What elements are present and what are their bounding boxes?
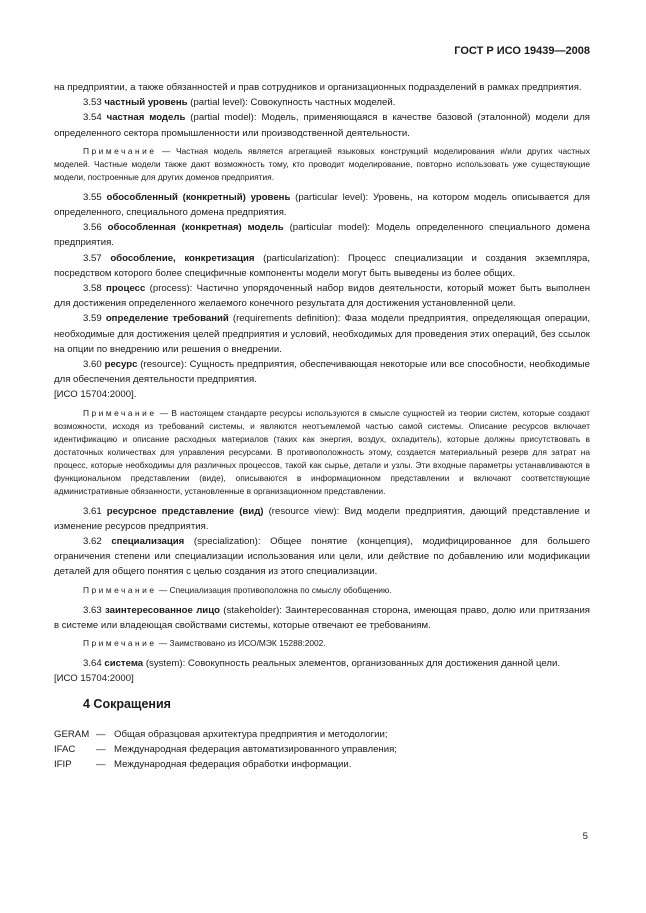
term-3-54: 3.54 частная модель (partial model): Модель, применяющаяся в качестве базовой (эталонной) модели для определенного сектора промышленности или производственной деятельности.: [54, 112, 590, 139]
abbreviation-dash: —: [96, 728, 106, 740]
abbreviation-row: [54, 742, 590, 757]
term-3-63: 3.63 заинтересованное лицо (stakeholder): Заинтересованная сторона, имеющая право, долю или притязания в системе или владеющая свойствами системы, которые отвечают ее требованиям.: [54, 604, 590, 631]
paragraph-continuation: на предприятии, а также обязанностей и прав сотрудников и организационных подразделений в рамках предприятия.: [54, 82, 582, 93]
abbreviation-description: Общая образцовая архитектура предприятия и методологии;: [114, 728, 388, 740]
abbreviation-row: [54, 757, 590, 772]
abbreviation-description: Международная федерация автоматизированного управления;: [114, 743, 397, 755]
abbreviation-dash: —: [96, 743, 106, 755]
abbreviation-row: [54, 727, 590, 742]
note-3-62: Примечание — Специализация противоположна по смыслу обобщению.: [83, 584, 392, 595]
term-3-59: 3.59 определение требований (requirements definition): Фаза модели предприятия, определяющая операции, необходимые для достижения целей предприятия и условий, необходимых для проведения этих операций, без ссылок на опции по внедрению или решения о внедрении.: [54, 313, 590, 355]
term-3-64: 3.64 система (system): Совокупность реальных элементов, организованных для достижения данной цели.: [83, 658, 561, 670]
abbreviation-key: IFAC: [54, 743, 76, 755]
term-3-58: 3.58 процесс (process): Частично упорядоченный набор видов деятельности, который может быть выполнен для достижения определенного желаемого конечного результата для достижения установленной цели.: [54, 283, 590, 310]
reference-3-60: [ИСО 15704:2000].: [54, 389, 137, 401]
term-3-60: 3.60 ресурс (resource): Сущность предприятия, обеспечивающая некоторые или все способности, необходимые для обеспечения деятельности предприятия.: [54, 359, 590, 386]
document-header: ГОСТ Р ИСО 19439—2008: [454, 45, 590, 57]
page-number: 5: [582, 831, 588, 842]
abbreviation-dash: —: [96, 759, 106, 771]
term-3-62: 3.62 специализация (specialization): Общее понятие (концепция), модифицированное для большего ограничения степени или специализации использования или цели, или действие по добавлению или модификации деталей для общего понятия с целью создания из этого специализации.: [54, 536, 591, 578]
note-3-63: Примечание — Заимствовано из ИСО/МЭК 15288:2002.: [83, 638, 326, 649]
note-3-60: Примечание — В настоящем стандарте ресурсы используются в смысле сущностей из теории систем, которые создают возможности, исходя из требований системы, и являются неотъемлемой частью самой системы. Описание ресурсов включает идентификацию и описание расходных материалов (таких как энергия, воздух, охладитель), которые должны присутствовать в достаточных количествах для управления ресурсами. В противоположность этому, создается материальный резерв для затрат на процесс, которые необходимы для различных процессов, такой как сырье, детали и узлы. Эти входные параметры устанавливаются в функциональном представлении (виде), описываются в информационном представлении и включают соответствующие административные обязанности, установленные в организационном представлении.: [54, 407, 591, 496]
reference-3-64: [ИСО 15704:2000]: [54, 673, 134, 685]
note-3-54: Примечание — Частная модель является агрегацией языковых конструкций моделирования и/или других частных моделей. Частные модели также дают возможность тому, кто проводит моделирование, повторно использовать уже существующие модели, построенные для других доменов предприятия.: [54, 145, 590, 182]
term-3-61: 3.61 ресурсное представление (вид) (resource view): Вид модели предприятия, дающий представление и изменение ресурсов предприятия.: [54, 505, 591, 532]
term-3-55: 3.55 обособленный (конкретный) уровень (particular level): Уровень, на котором модель описывается для определенного, специального домена предприятия.: [54, 191, 590, 219]
abbreviation-key: IFIP: [54, 759, 72, 771]
document-body: [54, 80, 590, 772]
term-3-53: 3.53 частный уровень (partial level): Совокупность частных моделей.: [83, 97, 396, 109]
section-heading: 4 Сокращения: [83, 697, 171, 712]
abbreviation-key: GERAM: [54, 728, 90, 740]
term-3-57: 3.57 обособление, конкретизация (particularization): Процесс специализации и создания экземпляра, посредством которого более специфичные компоненты модели могут быть выведены из более общих.: [54, 252, 590, 279]
term-3-56: 3.56 обособленная (конкретная) модель (particular model): Модель определенного специального домена предприятия.: [54, 222, 590, 249]
abbreviation-description: Международная федерация обработки информации.: [114, 759, 352, 771]
